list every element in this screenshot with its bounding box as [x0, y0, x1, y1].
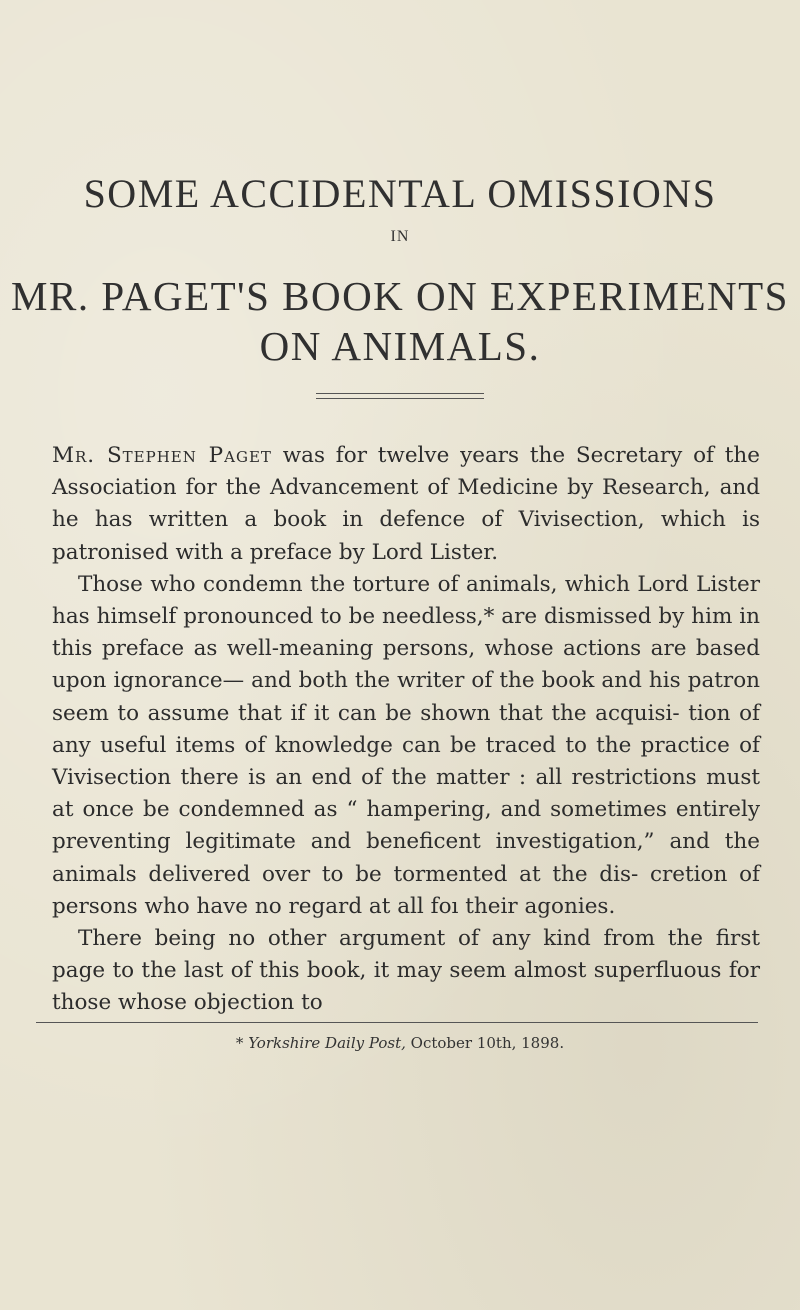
- opening-name: Mr. Stephen Paget: [52, 443, 272, 468]
- footnote-marker: *: [235, 1034, 244, 1052]
- footnote-date: October 10th, 1898.: [410, 1034, 565, 1052]
- title-connector: IN: [390, 228, 410, 245]
- footnote: [0, 1034, 800, 1052]
- footnote-divider: [36, 1022, 758, 1023]
- paragraph-1-text: was for twelve years the Secretary of the Association for the Advancement of Medicine by Research, and he has written a book in defence of Vivisection, which is patronised with a preface by Lord Lister.: [52, 443, 760, 565]
- paragraph-3: There being no other argument of any kind from the first page to the last of this book, it may seem almost superfluous for those whose objection to: [52, 926, 760, 1016]
- title-line-2: MR. PAGET'S BOOK ON EXPERIMENTS: [11, 273, 789, 319]
- paragraph-1: [52, 440, 760, 569]
- paragraph-2: Those who condemn the torture of animals, which Lord Lister has himself pronounced to be needless,* are dismissed by him in this preface as well-meaning persons, whose actions are based upon ignorance— and both the writer of the book and his patron seem to assume that if it can be shown that the acquisi- tion of any useful items of knowledge can be traced to the practice of Vivisection there is an end of the matter : all restrictions must at once be condemned as “ hampering, and sometimes entirely preventing legitimate and beneficent investigation,” and the animals delivered over to be tormented at the dis- cretion of persons who have no regard at all foı their agonies.: [52, 571, 760, 919]
- title-line-1: SOME ACCIDENTAL OMISSIONS: [83, 171, 717, 216]
- title-divider: [316, 393, 484, 399]
- footnote-source: Yorkshire Daily Post,: [248, 1034, 406, 1052]
- title-line-3: ON ANIMALS.: [259, 323, 541, 369]
- body-text: [52, 440, 760, 1020]
